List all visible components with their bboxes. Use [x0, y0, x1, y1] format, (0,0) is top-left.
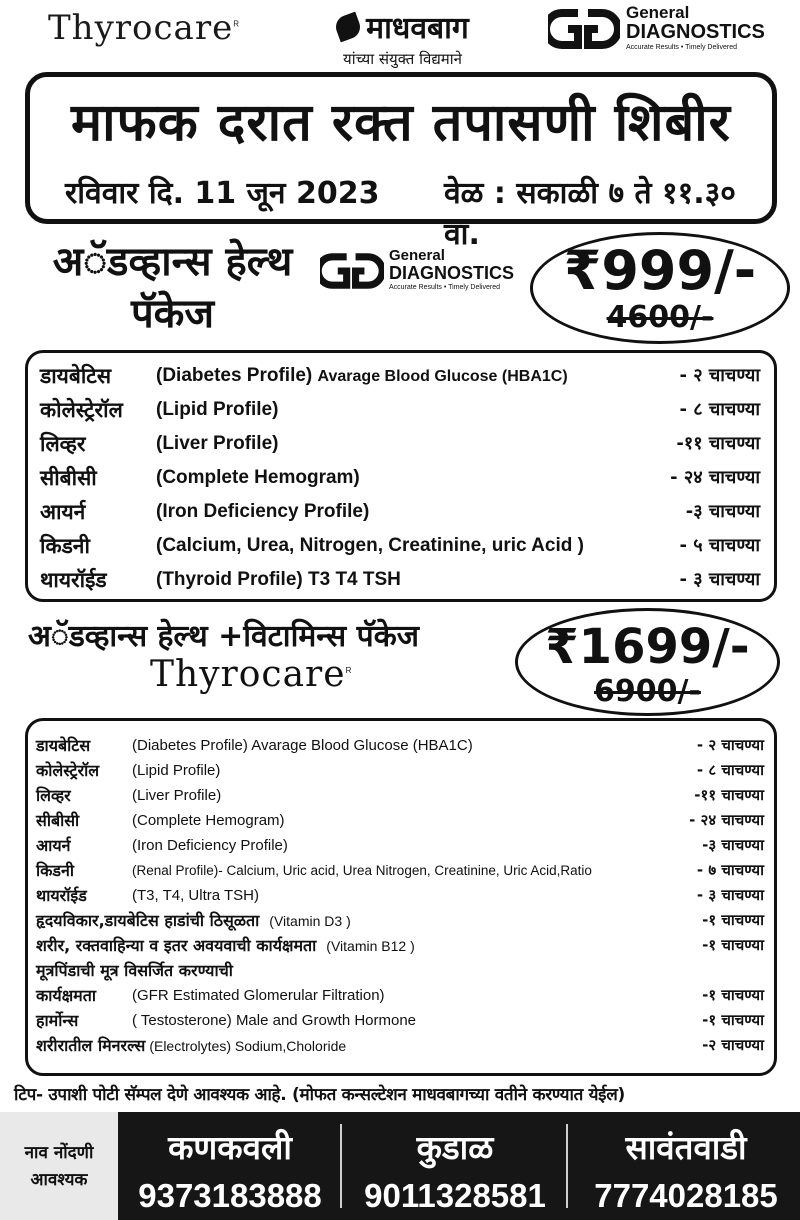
- list-item: [28, 495, 774, 529]
- test-name-marathi: डायबेटिस: [36, 736, 91, 755]
- test-name-marathi: मूत्रपिंडाची मूत्र विसर्जित करण्याची: [36, 961, 233, 980]
- test-name-marathi: थायरॉईड: [36, 886, 87, 905]
- test-name-marathi: हार्मोन्स: [36, 1011, 79, 1030]
- test-name-english: (Liver Profile): [132, 787, 222, 804]
- package1-price-badge: [530, 232, 790, 344]
- thyrocare-logo-secondary: [150, 654, 352, 695]
- test-name-english: (Calcium, Urea, Nitrogen, Creatinine, uric Acid ): [156, 535, 584, 556]
- gd-line2: DIAGNOSTICS: [389, 263, 515, 283]
- branch-phone[interactable]: 9373183888: [138, 1177, 322, 1214]
- branch-name: कुडाळ: [416, 1128, 494, 1167]
- divider: [340, 1124, 342, 1208]
- test-count: - २४ चाचण्या: [670, 467, 760, 488]
- test-count: -२ चाचण्या: [702, 1036, 764, 1054]
- thyrocare-logo-text: Thyrocare: [48, 8, 234, 48]
- gd-monogram-icon: [320, 251, 384, 291]
- test-name-english: (Vitamin B12 ): [326, 938, 415, 954]
- list-item: [28, 359, 774, 393]
- madhavbaug-subtitle: यांच्या संयुक्त विद्यमाने: [343, 50, 462, 68]
- list-item: [28, 563, 774, 597]
- test-count: - ३ चाचण्या: [696, 886, 764, 904]
- test-count: -१ चाचण्या: [702, 936, 764, 954]
- test-count: - ३ चाचण्या: [679, 569, 760, 590]
- list-item: [28, 393, 774, 427]
- package2-price: ₹1699/-: [545, 619, 750, 675]
- registration-label: [0, 1112, 118, 1220]
- test-name-marathi: थायरॉईड: [40, 568, 107, 592]
- list-item: [28, 783, 774, 808]
- fasting-note: टिप- उपाशी पोटी सॅम्पल देणे आवश्यक आहे. (मोफत कन्सल्टेशन माधवबागच्या वतीने करण्यात येईल): [14, 1085, 625, 1105]
- test-name-english: (Liver Profile): [156, 433, 279, 454]
- test-name-english: (Electrolytes) Sodium,Choloride: [149, 1038, 347, 1054]
- list-item: [28, 427, 774, 461]
- list-item: [28, 958, 774, 983]
- test-count: - ७ चाचण्या: [696, 861, 764, 879]
- package2-title: अॅडव्हान्स हेल्थ +विटामिन्स पॅकेज: [28, 619, 419, 654]
- test-count: -३ चाचण्या: [685, 501, 760, 522]
- package2-test-list: [25, 718, 777, 1076]
- test-name-english: (Lipid Profile): [132, 762, 221, 779]
- title-box: [25, 72, 777, 252]
- camp-time: वेळ : सकाळी ७ ते ११.३० वा.: [444, 176, 736, 252]
- test-count: - २ चाचण्या: [679, 365, 760, 386]
- branch-phone[interactable]: 9011328581: [364, 1177, 546, 1214]
- list-item: [28, 933, 774, 958]
- test-name-marathi: कोलेस्ट्रेरॉल: [40, 398, 123, 422]
- test-name-marathi: शरीरातील मिनरल्स: [36, 1036, 146, 1055]
- test-count: - ५ चाचण्या: [679, 535, 760, 556]
- test-name-marathi: हृदयविकार,डायबेटिस हाडांची ठिसूळता: [36, 911, 260, 930]
- test-name-english: (Complete Hemogram): [132, 812, 285, 829]
- gd-line1: General: [626, 3, 690, 22]
- list-item: [28, 529, 774, 563]
- gd-line1: General: [389, 247, 445, 264]
- test-name-marathi: किडनी: [36, 861, 75, 880]
- package1-test-list: [25, 350, 777, 602]
- list-item: [28, 1033, 774, 1058]
- test-count: - २४ चाचण्या: [689, 811, 764, 829]
- gd-tagline: Accurate Results • Timely Delivered: [389, 284, 500, 291]
- test-name-english: ( Testosterone) Male and Growth Hormone: [132, 1012, 417, 1029]
- list-item: [28, 883, 774, 908]
- test-name-marathi: कार्यक्षमता: [36, 986, 97, 1005]
- gd-tagline: Accurate Results • Timely Delivered: [626, 44, 737, 51]
- thyrocare-logo-text: Thyrocare: [150, 654, 346, 695]
- test-name-marathi: शरीर, रक्तवाहिन्या व इतर अवयवाची कार्यक्षमता: [36, 936, 317, 955]
- test-count: - २ चाचण्या: [696, 736, 764, 754]
- list-item: [28, 808, 774, 833]
- test-name-english: (Iron Deficiency Profile): [132, 837, 288, 854]
- package1-old-price: 4600/-: [606, 300, 714, 335]
- package2-price-badge: [515, 608, 780, 716]
- divider: [566, 1124, 568, 1208]
- list-item: [28, 983, 774, 1008]
- test-name-english: (Renal Profile)- Calcium, Uric acid, Urea Nitrogen, Creatinine, Uric Acid,Ratio: [132, 863, 592, 878]
- test-name-english: (Complete Hemogram): [156, 467, 360, 488]
- madhavbaug-name: माधवबाग: [366, 11, 469, 46]
- list-item: [28, 908, 774, 933]
- list-item: [28, 461, 774, 495]
- gd-monogram-icon: [548, 7, 620, 51]
- test-count: -१ चाचण्या: [702, 986, 764, 1004]
- package1-title-line2: पॅकेज: [130, 291, 215, 337]
- test-name-marathi: कोलेस्ट्रेरॉल: [36, 761, 100, 780]
- camp-title: माफक दरात रक्त तपासणी शिबीर: [71, 93, 731, 153]
- list-item: [28, 758, 774, 783]
- registration-line2: आवश्यक: [30, 1170, 88, 1190]
- general-diagnostics-logo-small: [320, 248, 514, 293]
- test-name-marathi: आयर्न: [40, 500, 86, 524]
- package2-old-price: 6900/-: [594, 674, 701, 709]
- test-name-english: (Thyroid Profile) T3 T4 TSH: [156, 569, 401, 590]
- contact-footer: [0, 1112, 800, 1220]
- thyrocare-logo: [48, 8, 240, 48]
- test-name-marathi: किडनी: [40, 534, 90, 558]
- test-count: -११ चाचण्या: [694, 786, 764, 804]
- list-item: [28, 833, 774, 858]
- branch-kudal: [350, 1112, 560, 1220]
- test-name-english: (Lipid Profile): [156, 399, 279, 420]
- test-count: -११ चाचण्या: [676, 433, 760, 454]
- test-name-marathi: डायबेटिस: [40, 364, 112, 388]
- test-name-marathi: आयर्न: [36, 836, 71, 855]
- test-count: - ८ चाचण्या: [696, 761, 764, 779]
- test-name-marathi: सीबीसी: [36, 811, 80, 830]
- test-name-english: (Vitamin D3 ): [269, 913, 351, 929]
- test-count: -३ चाचण्या: [702, 836, 764, 854]
- branch-phone[interactable]: 7774028185: [594, 1177, 778, 1214]
- branch-name: सावंतवाडी: [625, 1128, 747, 1167]
- test-name-marathi: सीबीसी: [40, 466, 97, 490]
- test-count: -१ चाचण्या: [702, 911, 764, 929]
- test-name-english: (T3, T4, Ultra TSH): [132, 887, 259, 904]
- list-item: [28, 858, 774, 883]
- test-name-english: (Diabetes Profile) Avarage Blood Glucose (HBA1C): [156, 365, 568, 386]
- registered-mark: R: [233, 19, 240, 29]
- test-name-marathi: लिव्हर: [36, 786, 71, 805]
- package1-price: ₹999/-: [563, 239, 757, 302]
- logo-bar: [0, 0, 800, 68]
- leaf-icon: [333, 11, 364, 42]
- general-diagnostics-logo: [548, 4, 765, 53]
- test-name-english: (Iron Deficiency Profile): [156, 501, 370, 522]
- branch-sawantwadi: [575, 1112, 797, 1220]
- branch-name: कणकवली: [168, 1128, 292, 1167]
- list-item: [28, 1008, 774, 1033]
- list-item: [28, 733, 774, 758]
- branch-kankavli: [125, 1112, 335, 1220]
- package1-title: [50, 236, 295, 340]
- registration-line1: नाव नोंदणी: [24, 1143, 94, 1163]
- registered-mark: R: [345, 666, 353, 675]
- test-name-english: (GFR Estimated Glomerular Filtration): [132, 987, 385, 1004]
- test-name-english: (Diabetes Profile) Avarage Blood Glucose (HBA1C): [132, 737, 473, 754]
- camp-date: रविवार दि. 11 जून 2023: [65, 176, 380, 211]
- test-count: -१ चाचण्या: [702, 1011, 764, 1029]
- package1-title-line1: अॅडव्हान्स हेल्थ: [52, 239, 293, 285]
- test-name-marathi: लिव्हर: [40, 432, 86, 456]
- test-count: - ८ चाचण्या: [679, 399, 760, 420]
- gd-line2: DIAGNOSTICS: [626, 21, 765, 43]
- madhavbaug-logo: [300, 6, 505, 69]
